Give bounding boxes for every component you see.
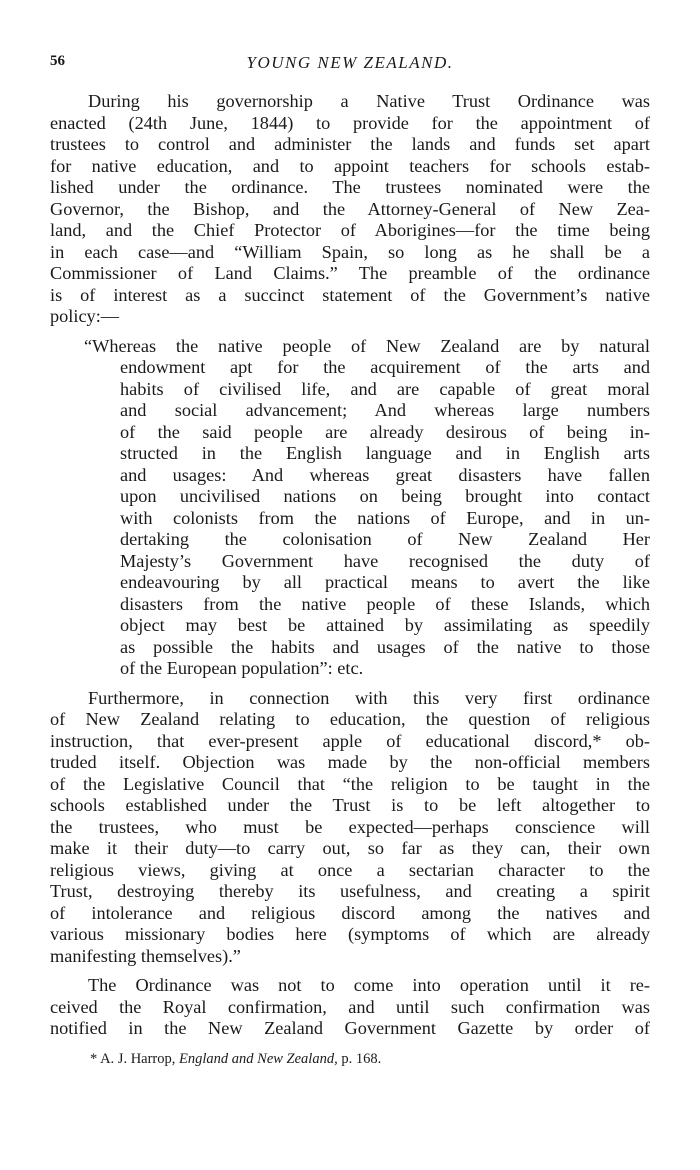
text-line: During his governorship a Native Trust Ordinance was	[88, 91, 650, 111]
text-line: for native education, and to appoint teachers for schools estab-	[50, 155, 650, 176]
paragraph-royal-confirmation	[50, 975, 650, 1040]
text-line: ceived the Royal confirmation, and until such confirmation was	[50, 996, 650, 1017]
paragraph-religious-instruction	[50, 688, 650, 968]
paragraph-governorship	[50, 91, 650, 328]
footnote-author: * A. J. Harrop,	[90, 1050, 176, 1067]
text-line: instruction, that ever-present apple of educational discord,* ob-	[50, 730, 650, 751]
text-line: with colonists from the nations of Europe, and in un-	[120, 507, 650, 528]
text-line: object may best be attained by assimilating as speedily	[120, 615, 650, 635]
text-line: of intolerance and religious discord among the natives and	[50, 902, 650, 923]
text-line: trustees to control and administer the lands and funds set apart	[50, 134, 650, 154]
text-line: make it their duty—to carry out, so far as they can, their own	[50, 838, 650, 858]
page	[50, 53, 650, 1068]
text-line: of New Zealand relating to education, the question of religious	[50, 709, 650, 729]
page-number: 56	[50, 53, 65, 69]
text-line: schools established under the Trust is to be left altogether to	[50, 795, 650, 815]
text-line: of the said people are already desirous of being in-	[120, 421, 650, 442]
footnote-title: England and New Zealand,	[179, 1050, 338, 1067]
text-line: “Whereas the native people of New Zealand are by natural	[84, 335, 650, 356]
block-quote-preamble	[50, 336, 650, 680]
text-line: The Ordinance was not to come into operation until it re-	[88, 975, 650, 995]
text-line: habits of civilised life, and are capable of great moral	[120, 378, 650, 399]
footnote	[50, 1050, 650, 1068]
text-line: as possible the habits and usages of the native to those	[120, 636, 650, 657]
text-line: upon uncivilised nations on being brought into contact	[120, 486, 650, 506]
text-line: is of interest as a succinct statement of the Government’s native	[50, 284, 650, 305]
text-line: enacted (24th June, 1844) to provide for the appointment of	[50, 112, 650, 133]
text-line: endeavouring by all practical means to avert the like	[120, 572, 650, 592]
page-header	[50, 53, 650, 75]
text-line: religious views, giving at once a sectarian character to the	[50, 859, 650, 880]
text-line: notified in the New Zealand Government Gazette by order of	[50, 1018, 650, 1038]
text-line: structed in the English language and in English arts	[120, 443, 650, 463]
footnote-page: p. 168.	[341, 1050, 382, 1067]
text-line: in each case—and “William Spain, so long as he shall be a	[50, 241, 650, 262]
text-line: various missionary bodies here (symptoms of which are already	[50, 924, 650, 944]
text-line: Majesty’s Government have recognised the duty of	[120, 550, 650, 571]
text-line: and social advancement; And whereas large numbers	[120, 400, 650, 420]
text-line: Trust, destroying thereby its usefulness, and creating a spirit	[50, 881, 650, 901]
text-line: Commissioner of Land Claims.” The preamble of the ordinance	[50, 263, 650, 283]
text-line: disasters from the native people of these Islands, which	[120, 593, 650, 614]
text-line: of the European population”: etc.	[120, 658, 364, 678]
text-line: policy:—	[50, 306, 120, 326]
text-line: of the Legislative Council that “the religion to be taught in the	[50, 773, 650, 794]
text-line: endowment apt for the acquirement of the arts and	[120, 357, 650, 377]
text-line: land, and the Chief Protector of Aborigines—for the time being	[50, 220, 650, 240]
text-line: manifesting themselves).”	[50, 945, 241, 966]
text-line: dertaking the colonisation of New Zealand Her	[120, 529, 650, 549]
text-line: lished under the ordinance. The trustees nominated were the	[50, 177, 650, 197]
running-title: YOUNG NEW ZEALAND.	[246, 53, 454, 72]
text-line: truded itself. Objection was made by the non-official members	[50, 752, 650, 772]
text-line: Governor, the Bishop, and the Attorney-General of New Zea-	[50, 198, 650, 219]
text-line: Furthermore, in connection with this very first ordinance	[88, 687, 650, 708]
text-line: and usages: And whereas great disasters have fallen	[120, 464, 650, 485]
text-line: the trustees, who must be expected—perhaps conscience will	[50, 816, 650, 837]
